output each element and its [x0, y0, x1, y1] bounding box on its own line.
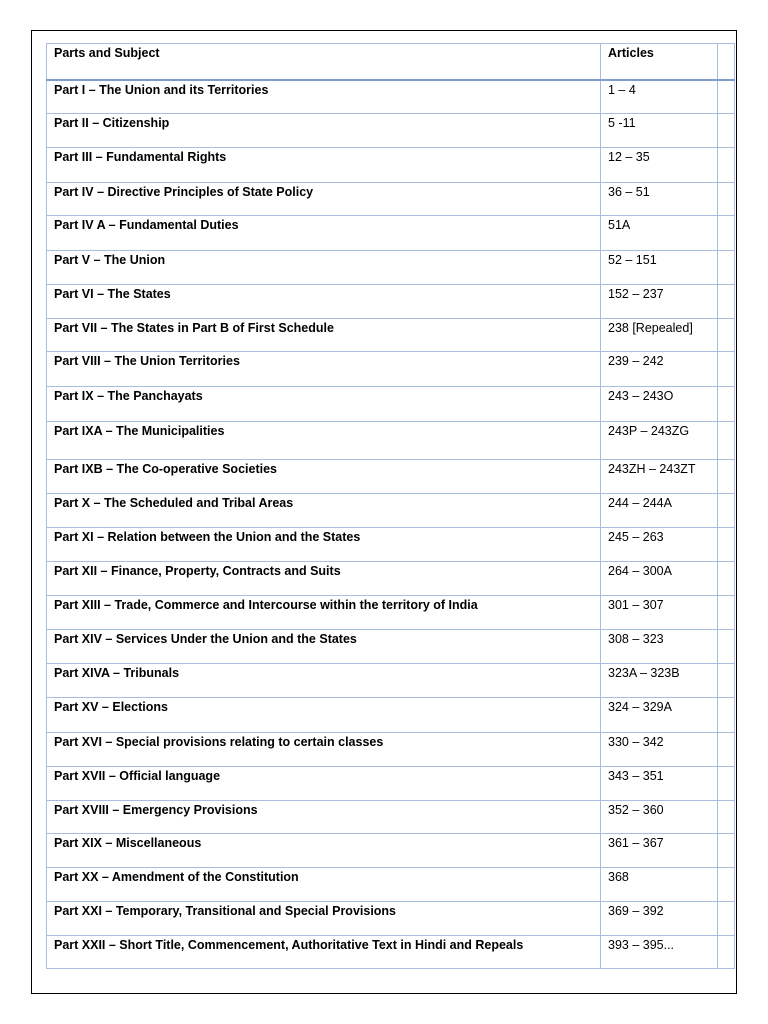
articles-cell: 244 – 244A: [601, 494, 718, 528]
blank-cell: [718, 422, 735, 460]
table-row: [47, 285, 735, 319]
blank-cell: [718, 494, 735, 528]
part-subject-cell: Part III – Fundamental Rights: [47, 148, 601, 183]
articles-cell: 243ZH – 243ZT: [601, 460, 718, 494]
articles-cell: 245 – 263: [601, 528, 718, 562]
part-subject-cell: Part XVIII – Emergency Provisions: [47, 801, 601, 834]
articles-cell: 52 – 151: [601, 251, 718, 285]
blank-cell: [718, 114, 735, 148]
articles-cell: 369 – 392: [601, 902, 718, 936]
table-row: [47, 902, 735, 936]
articles-cell: 239 – 242: [601, 352, 718, 387]
articles-cell: 301 – 307: [601, 596, 718, 630]
blank-cell: [718, 902, 735, 936]
blank-cell: [718, 801, 735, 834]
table-row: [47, 460, 735, 494]
table-header-row: [47, 44, 735, 80]
articles-cell: 243P – 243ZG: [601, 422, 718, 460]
table-row: [47, 562, 735, 596]
part-subject-cell: Part XIVA – Tribunals: [47, 664, 601, 698]
blank-cell: [718, 834, 735, 868]
table-row: [47, 664, 735, 698]
table-row: [47, 801, 735, 834]
articles-cell: 308 – 323: [601, 630, 718, 664]
blank-cell: [718, 664, 735, 698]
blank-cell: [718, 285, 735, 319]
table-row: [47, 630, 735, 664]
blank-cell: [718, 868, 735, 902]
articles-cell: 368: [601, 868, 718, 902]
articles-cell: 238 [Repealed]: [601, 319, 718, 352]
part-subject-cell: Part XIX – Miscellaneous: [47, 834, 601, 868]
articles-cell: 324 – 329A: [601, 698, 718, 733]
table-row: [47, 767, 735, 801]
part-subject-cell: Part XX – Amendment of the Constitution: [47, 868, 601, 902]
part-subject-cell: Part IXB – The Co-operative Societies: [47, 460, 601, 494]
articles-cell: 5 -11: [601, 114, 718, 148]
blank-cell: [718, 528, 735, 562]
blank-cell: [718, 698, 735, 733]
table-row: [47, 422, 735, 460]
table-row: [47, 528, 735, 562]
part-subject-cell: Part IV A – Fundamental Duties: [47, 216, 601, 251]
table-row: [47, 148, 735, 183]
blank-cell: [718, 148, 735, 183]
table-row: [47, 114, 735, 148]
part-subject-cell: Part XII – Finance, Property, Contracts and Suits: [47, 562, 601, 596]
blank-cell: [718, 352, 735, 387]
table-row: [47, 183, 735, 216]
table-row: [47, 596, 735, 630]
part-subject-cell: Part II – Citizenship: [47, 114, 601, 148]
articles-cell: 323A – 323B: [601, 664, 718, 698]
table-row: [47, 936, 735, 969]
part-subject-cell: Part XIV – Services Under the Union and the States: [47, 630, 601, 664]
part-subject-cell: Part VIII – The Union Territories: [47, 352, 601, 387]
blank-cell: [718, 183, 735, 216]
part-subject-cell: Part V – The Union: [47, 251, 601, 285]
part-subject-cell: Part X – The Scheduled and Tribal Areas: [47, 494, 601, 528]
part-subject-cell: Part XVI – Special provisions relating to certain classes: [47, 733, 601, 767]
articles-cell: 51A: [601, 216, 718, 251]
part-subject-cell: Part XXII – Short Title, Commencement, Authoritative Text in Hindi and Repeals: [47, 936, 601, 969]
table-row: [47, 80, 735, 114]
part-subject-cell: Part VI – The States: [47, 285, 601, 319]
part-subject-cell: Part IXA – The Municipalities: [47, 422, 601, 460]
part-subject-cell: Part XI – Relation between the Union and the States: [47, 528, 601, 562]
part-subject-cell: Part XIII – Trade, Commerce and Intercourse within the territory of India: [47, 596, 601, 630]
table-row: [47, 834, 735, 868]
part-subject-cell: Part VII – The States in Part B of First Schedule: [47, 319, 601, 352]
part-subject-cell: Part XXI – Temporary, Transitional and Special Provisions: [47, 902, 601, 936]
part-subject-cell: Part XVII – Official language: [47, 767, 601, 801]
table-row: [47, 319, 735, 352]
table-row: [47, 733, 735, 767]
articles-cell: 36 – 51: [601, 183, 718, 216]
blank-cell: [718, 596, 735, 630]
blank-cell: [718, 630, 735, 664]
constitution-parts-table: [46, 43, 735, 969]
table-row: [47, 216, 735, 251]
part-subject-cell: Part IV – Directive Principles of State Policy: [47, 183, 601, 216]
header-articles: Articles: [601, 44, 718, 80]
articles-cell: 243 – 243O: [601, 387, 718, 422]
blank-cell: [718, 80, 735, 114]
blank-cell: [718, 733, 735, 767]
header-parts-and-subject: Parts and Subject: [47, 44, 601, 80]
table-row: [47, 494, 735, 528]
articles-cell: 264 – 300A: [601, 562, 718, 596]
blank-cell: [718, 251, 735, 285]
header-blank: [718, 44, 735, 80]
part-subject-cell: Part XV – Elections: [47, 698, 601, 733]
articles-cell: 343 – 351: [601, 767, 718, 801]
table-row: [47, 352, 735, 387]
articles-cell: 361 – 367: [601, 834, 718, 868]
articles-cell: 330 – 342: [601, 733, 718, 767]
blank-cell: [718, 936, 735, 969]
blank-cell: [718, 460, 735, 494]
articles-cell: 1 – 4: [601, 80, 718, 114]
part-subject-cell: Part IX – The Panchayats: [47, 387, 601, 422]
articles-cell: 12 – 35: [601, 148, 718, 183]
articles-cell: 352 – 360: [601, 801, 718, 834]
table-row: [47, 387, 735, 422]
articles-cell: 393 – 395...: [601, 936, 718, 969]
blank-cell: [718, 216, 735, 251]
table-row: [47, 251, 735, 285]
blank-cell: [718, 319, 735, 352]
blank-cell: [718, 562, 735, 596]
part-subject-cell: Part I – The Union and its Territories: [47, 80, 601, 114]
table-row: [47, 698, 735, 733]
articles-cell: 152 – 237: [601, 285, 718, 319]
table-row: [47, 868, 735, 902]
blank-cell: [718, 767, 735, 801]
blank-cell: [718, 387, 735, 422]
